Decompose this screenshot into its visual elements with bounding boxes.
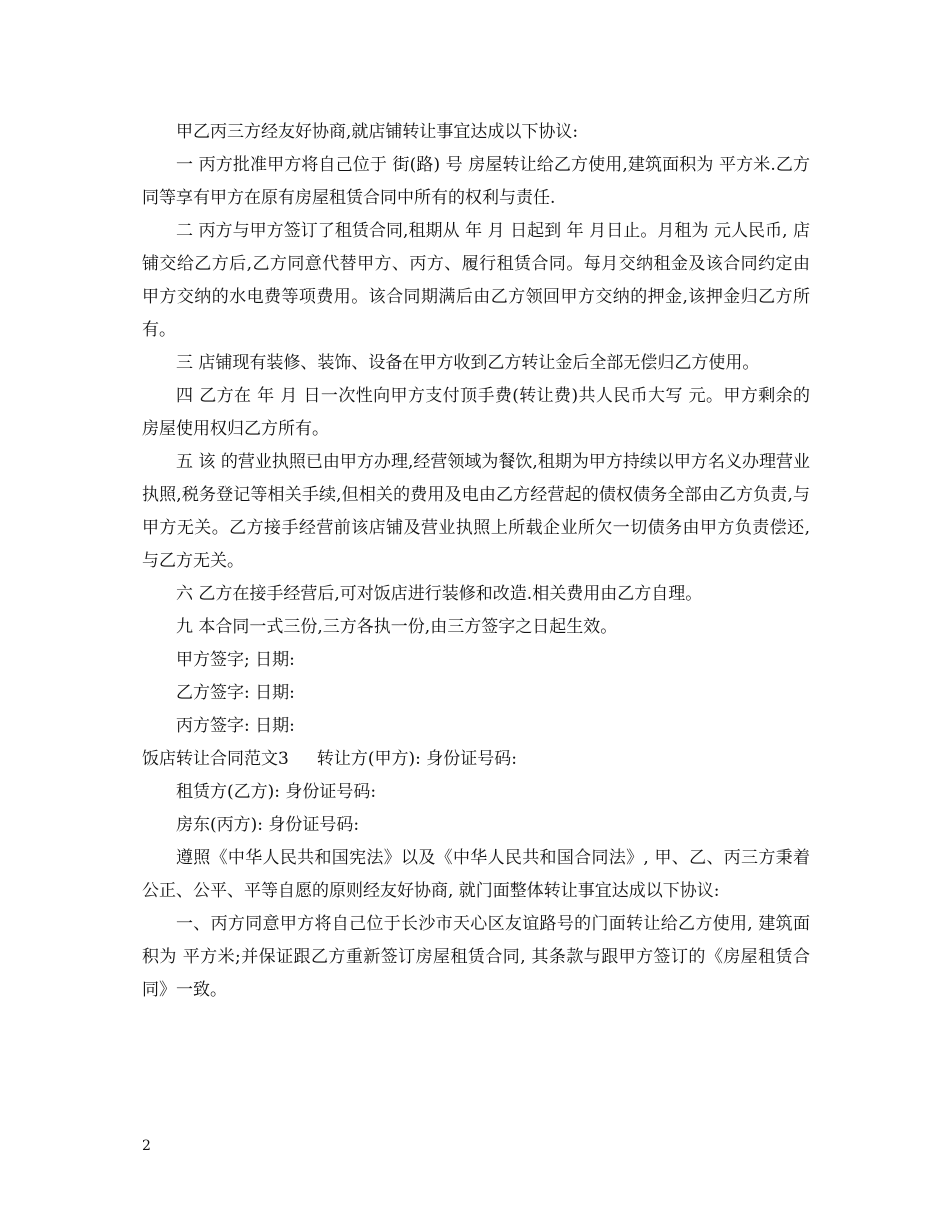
intro-paragraph: 甲乙丙三方经友好协商,就店铺转让事宜达成以下协议: — [176, 122, 579, 142]
section-heading: 饭店转让合同范文3 — [142, 749, 289, 769]
section-heading-line — [142, 743, 810, 776]
clause-4: 四 乙方在 年 月 日一次性向甲方支付顶手费(转让费)共人民币大写 元。甲方剩余的房屋使用权归乙方所有。 — [142, 386, 810, 439]
signature-party-b: 乙方签字: 日期: — [176, 683, 295, 703]
clause-9: 九 本合同一式三份,三方各执一份,由三方签字之日起生效。 — [176, 617, 618, 637]
document-body — [142, 116, 810, 1007]
clause-2: 二 丙方与甲方签订了租赁合同,租期从 年 月 日起到 年 月日止。月租为 元人民币, 店铺交给乙方后,乙方同意代替甲方、丙方、履行租赁合同。每月交纳租金及该合同约定由甲方交纳的水电费等项费用。该合同期满后由乙方领回甲方交纳的押金,该押金归乙方所有。 — [142, 221, 810, 340]
preamble-paragraph: 遵照《中华人民共和国宪法》以及《中华人民共和国合同法》, 甲、乙、丙三方秉着公正、公平、平等自愿的原则经友好协商, 就门面整体转让事宜达成以下协议: — [142, 848, 810, 901]
clause-6: 六 乙方在接手经营后,可对饭店进行装修和改造.相关费用由乙方自理。 — [176, 584, 703, 604]
landlord-party-line: 房东(丙方): 身份证号码: — [176, 815, 360, 835]
signature-party-a: 甲方签字; 日期: — [176, 650, 295, 670]
clause-3: 三 店铺现有装修、装饰、设备在甲方收到乙方转让金后全部无偿归乙方使用。 — [176, 353, 760, 373]
page-number: 2 — [142, 1138, 151, 1154]
clause-1: 一 丙方批准甲方将自己位于 街(路) 号 房屋转让给乙方使用,建筑面积为 平方米.乙方同等享有甲方在原有房屋租赁合同中所有的权利与责任. — [142, 155, 810, 208]
signature-party-c: 丙方签字: 日期: — [176, 716, 295, 736]
clause-5: 五 该 的营业执照已由甲方办理,经营领域为餐饮,租期为甲方持续以甲方名义办理营业执照,税务登记等相关手续,但相关的费用及电由乙方经营起的债权债务全部由乙方负责,与甲方无关。乙方接手经营前该店铺及营业执照上所载企业所欠一切债务由甲方负责偿还,与乙方无关。 — [142, 452, 810, 571]
transferor-party-line: 转让方(甲方): 身份证号码: — [316, 749, 517, 769]
lessee-party-line: 租赁方(乙方): 身份证号码: — [176, 782, 377, 802]
article-1: 一、丙方同意甲方将自己位于长沙市天心区友谊路号的门面转让给乙方使用, 建筑面积为 平方米;并保证跟乙方重新签订房屋租赁合同, 其条款与跟甲方签订的《房屋租赁合同》一致。 — [142, 914, 810, 1000]
